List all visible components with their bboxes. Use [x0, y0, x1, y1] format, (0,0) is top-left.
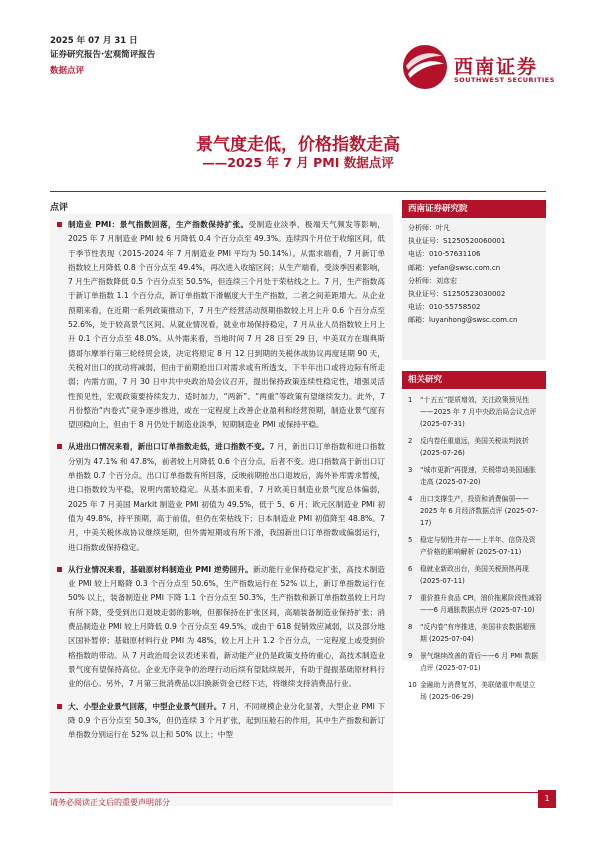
- paragraph-text: 受制造业淡季、极端天气频发等影响，2025 年 7 月制造业 PMI 较 6 月降低 0.4 个百分点至 49.3%。连续四个月位于收缩区间，低于季节性表现（2015-2024 年 7 月制造业 PMI 平均为 50.14%）。从需求端看，7 月新订单指数较上月降低 0.8 个百分点至 49.4%，再次进入收缩区间；从生产端看，受淡季因素影响，7 月生产指数降低 0.5 个百分点至 50.5%，但连续三个月处于荣枯线之上。7 月，生产指数高于新订单指数 1.1 个百分点，新订单指数下滑幅度大于生产指数，二者之间差距增大。从企业预期来看，在近期一系列政策推动下，7 月生产经营活动预期指数较上月上升 0.6 个百分点至 52.6%，处于较高景气区间。从就业情况看，就业市场保持稳定，7 月从业人员指数较上月上升 0.1 个百分点至 48.0%。从外需来看，当地时间 7 月 28 日至 29 日，中美双方在瑞典斯德哥尔摩举行第三轮经贸会谈，决定将原定 8 月 12 日到期的关税休战协议再度延期 90 天，关税对出口的扰动将减弱，但由于前期抢出口对需求或有所透支，下半年出口或将边际有所走弱；内需方面，7 月 30 日中共中央政治局会议召开，提出保持政策连续性稳定性，增强灵活性预见性，宏观政策要持续发力、适时加力，“两新”、“两重”等政策有望继续发力。此外，7 月份整治“内卷式”竞争逐步推进，或在一定程度上改善企业盈利和经营预期，制造业景气度有望回稳向上，但由于 8 月仍处于制造业淡季，短期制造业 PMI 或保持平稳。: [68, 220, 385, 430]
- footer-divider: [50, 792, 546, 793]
- related-item[interactable]: 3 “城市更新”再提速，关税带动美国通胀走高 (2025-07-20): [408, 466, 536, 486]
- related-item[interactable]: 2 反内卷任重道远，美国关税谈判波折 (2025-07-26): [408, 437, 529, 457]
- commentary-body: [50, 214, 393, 806]
- paragraph-industry: [50, 559, 393, 696]
- analyst-box-title: 西南证券研究院: [402, 200, 546, 218]
- related-item[interactable]: 10 金融助力消费复苏，美联储重申观望立场 (2025-06-29): [408, 681, 536, 701]
- bullet-icon: [57, 567, 62, 572]
- related-item[interactable]: 7 重价推升食品 CPI，油价拖累阶段性减弱——6 月通胀数据点评 (2025-07-10): [408, 594, 542, 614]
- logo-name-en: SOUTHWEST SECURITIES: [454, 76, 555, 84]
- logo-name-cn: 西南证券: [454, 56, 539, 78]
- footer-disclaimer: 请务必阅读正文后的重要声明部分: [50, 798, 170, 807]
- analyst-name: 分析师：叶凡: [408, 224, 450, 232]
- paragraph-lead: 制造业 PMI：景气指数回落，生产指数保持扩张。: [68, 220, 249, 229]
- paragraph-lead: 从进出口情况来看，新出口订单指数走低，进口指数不变。: [68, 442, 270, 452]
- paragraph-text: 7 月，不同规模企业分化显著，大型企业 PMI 下降 0.9 个百分点至 50.3%，但仍连续 3 个月扩张，起到压舱石的作用，其中生产指数和新订单指数分别运行在 52% 以上和 50% 以上；中型: [68, 701, 385, 740]
- paragraph-enterprise-size: [50, 696, 393, 747]
- related-item[interactable]: 4 出口支撑生产，投资和消费偏弱——2025 年 6 月经济数据点评 (2025-07-17): [408, 495, 539, 527]
- related-research-title: 相关研究: [402, 371, 546, 389]
- report-date: 2025 年 07 月 31 日: [50, 36, 138, 46]
- paragraph-lead: 从行业情况来看，基础原材料制造业 PMI 逆势回升。: [68, 564, 253, 574]
- analyst-box: [402, 200, 546, 360]
- title-divider: [50, 191, 546, 192]
- analyst-phone: 电话：010-55758502: [408, 303, 481, 312]
- page-title: 景气度走低，价格指数走高: [196, 135, 400, 155]
- bullet-icon: [57, 222, 62, 227]
- paragraph-lead: 大、小型企业景气回落，中型企业景气回升。: [68, 701, 222, 711]
- paragraph-text: 新动能行业保持稳定扩张，高技术制造业 PMI 较上月略降 0.3 个百分点至 50.6%，生产指数运行在 52% 以上，新订单指数运行在 50% 以上，装备制造业 PMI 下降 1.1 个百分点至 50.3%，生产指数和新订单指数虽较上月均有所下降，受受到出口退坡走弱的影响，但都保持在扩张区间，高端装备制造业保持扩张；消费品制造业 PMI 较上月降低 0.9 个百分点至 49.5%，或由于 618 促销效应减弱，以及部分地区国补暂停；基础原材料行业 PMI 为 48%，较上月上升 1.2 个百分点，一定程度上或受到价格指数的带动。从 7 月政治局会议表述来看，新动能产业仍是政策支持的重心，高技术制造业景气度有望保持高位。企业无序竞争的治理行动后续有望陆续展开，有助于提振基础原材料行业的信心。另外，7 月第三批消费品以旧换新资金已经下达，将继续支持消费品行业。: [68, 564, 385, 689]
- analyst-name: 分析师：刘彦宏: [408, 276, 457, 285]
- analyst-cert: 执业证号：S1250520060001: [408, 237, 506, 246]
- logo-icon: [402, 44, 448, 90]
- related-research-box: [402, 371, 546, 701]
- bullet-icon: [57, 444, 62, 449]
- analyst-email[interactable]: 邮箱：yefan@swsc.com.cn: [408, 263, 501, 272]
- report-tag: 数据点评: [50, 66, 85, 76]
- related-item[interactable]: 8 “反内卷”有序推进，美国非农数据超预期 (2025-07-04): [408, 623, 536, 643]
- report-type: 证券研究报告·宏观简评报告: [50, 50, 156, 60]
- analyst-cert: 执业证号：S1250523030002: [408, 290, 506, 299]
- bullet-icon: [57, 704, 62, 709]
- page-number: 1: [538, 790, 556, 808]
- analyst-email[interactable]: 邮箱：luyanhong@swsc.com.cn: [408, 316, 518, 325]
- paragraph-manufacturing: [50, 214, 393, 436]
- section-label: 点评: [50, 203, 69, 213]
- paragraph-trade: [50, 436, 393, 558]
- related-item[interactable]: 9 景气继续改善的背后——6 月 PMI 数据点评 (2025-07-01): [408, 652, 538, 672]
- related-item[interactable]: 5 稳定与韧性并存——上半年、信贷及资产价格的影响解析 (2025-07-11): [408, 536, 536, 556]
- paragraph-text: 7 月，新出口订单指数和进口指数分别为 47.1% 和 47.8%，前者较上月降低 0.6 个百分点，后者不变。进口指数高于新出口订单指数 0.7 个百分点。出口订单指数有所回落，反映前期抢出口退坡后，海外补库需求暂缓，进口指数较为平稳，说明内需较稳定。从基本面来看，7 月欧美日制造业景气度总体偏弱，2025 年 7 月美国 Markit 制造业 PMI 初值为 49.5%，低于 5、6 月；欧元区制造业 PMI 初值为 49.8%，持平预期，高于前值，但仍在荣枯线下；日本制造业 PMI 初值降至 48.8%。7 月，中美关税休战协议继续延期，但外需短期或有所下滑，我国新出口订单指数或偏弱运行，进口指数或保持稳定。: [68, 442, 385, 552]
- page-subtitle: ——2025 年 7 月 PMI 数据点评: [202, 155, 394, 170]
- related-item[interactable]: 1 “十五五”提质增效，关注政策预见性——2025 年 7 月中央政治局会议点评 (2025-07-31): [408, 396, 537, 428]
- analyst-phone: 电话：010-57631106: [408, 250, 481, 259]
- related-item[interactable]: 6 稳就业新政出台，美国关税预热再现 (2025-07-11): [408, 565, 529, 585]
